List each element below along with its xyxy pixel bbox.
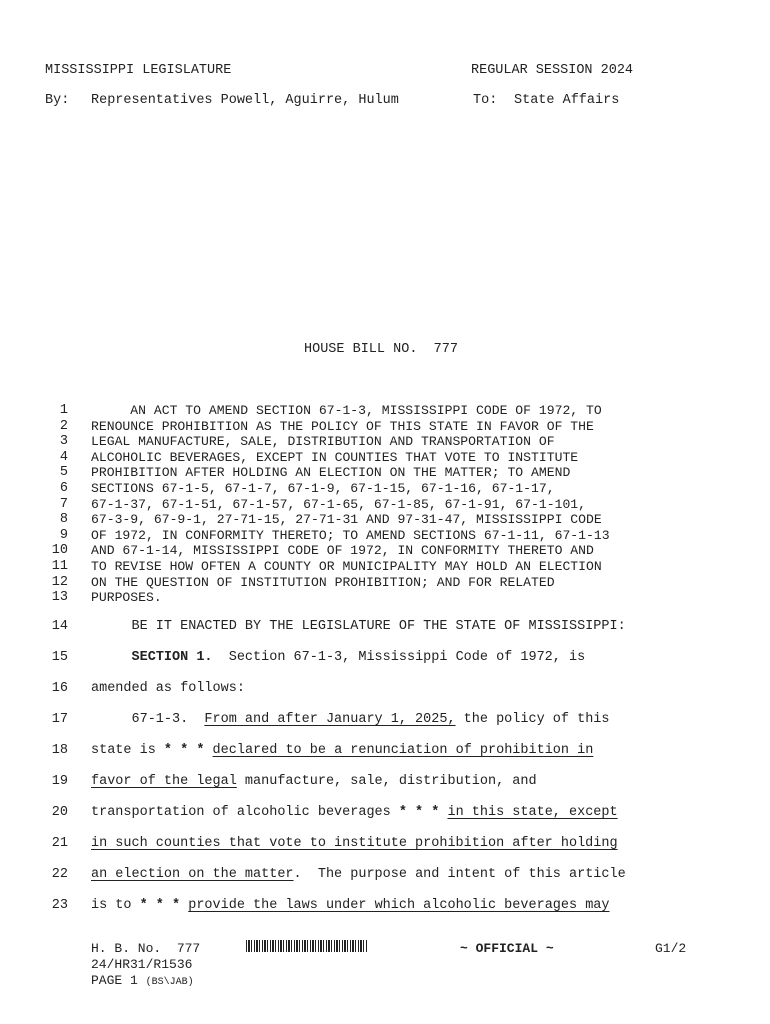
line-text: PURPOSES. (91, 590, 162, 606)
line-text (91, 805, 618, 820)
text: state is (91, 743, 164, 758)
line-text: ALCOHOLIC BEVERAGES, EXCEPT IN COUNTIES THAT VOTE TO INSTITUTE (91, 449, 579, 465)
line-text: amended as follows: (91, 681, 245, 696)
title-line (0, 543, 770, 559)
line-number: 13 (51, 590, 68, 606)
title-line (0, 434, 770, 450)
line-text (91, 898, 610, 913)
bill-title: HOUSE BILL NO. 777 (304, 342, 458, 357)
line-number: 12 (51, 574, 68, 590)
line-text-rest: Section 67-1-3, Mississippi Code of 1972, is (212, 650, 586, 665)
line-number: 9 (59, 527, 68, 543)
deletion-marker: * * * (139, 898, 181, 913)
body-line-17 (0, 712, 770, 730)
page-number (91, 973, 194, 988)
legislature-name: MISSISSIPPI LEGISLATURE (45, 63, 232, 78)
inserted-text: in such counties that vote to institute prohibition after holding (91, 836, 618, 851)
line-text: PROHIBITION AFTER HOLDING AN ELECTION ON THE MATTER; TO AMEND (91, 465, 571, 481)
title-line (0, 497, 770, 513)
title-line (0, 559, 770, 575)
enacting-clause (0, 619, 770, 637)
barcode-icon (246, 940, 368, 952)
line-text: SECTIONS 67-1-5, 67-1-7, 67-1-9, 67-1-15, 67-1-16, 67-1-17, (91, 481, 555, 496)
body-line-19 (0, 774, 770, 792)
line-number: 15 (51, 650, 68, 665)
line-number: 1 (59, 403, 68, 418)
line-number: 3 (59, 434, 68, 450)
deletion-marker: * * * (163, 743, 205, 758)
title-line (0, 419, 770, 435)
line-text (91, 743, 593, 758)
line-text: LEGAL MANUFACTURE, SALE, DISTRIBUTION AND TRANSPORTATION OF (91, 434, 555, 450)
session-label: REGULAR SESSION 2024 (471, 63, 634, 78)
line-number: 16 (51, 681, 68, 696)
line-text (91, 650, 585, 665)
line-text: RENOUNCE PROHIBITION AS THE POLICY OF THIS STATE IN FAVOR OF THE (91, 418, 594, 434)
line-text: ON THE QUESTION OF INSTITUTION PROHIBITION; AND FOR RELATED (91, 574, 555, 590)
body-line-15 (0, 650, 770, 668)
document-id: 24/HR31/R1536 (91, 957, 193, 972)
line-text: BE IT ENACTED BY THE LEGISLATURE OF THE STATE OF MISSISSIPPI: (91, 619, 626, 634)
body-line-21 (0, 836, 770, 854)
line-number: 19 (51, 774, 68, 789)
line-number: 20 (51, 805, 68, 820)
official-mark: ~ OFFICIAL ~ (460, 941, 554, 956)
line-text: AN ACT TO AMEND SECTION 67-1-3, MISSISSIPPI CODE OF 1972, TO (91, 403, 602, 418)
page-code: G1/2 (655, 941, 687, 956)
space (204, 743, 212, 758)
text: the policy of this (455, 712, 610, 727)
title-line (0, 528, 770, 544)
footer-bill-ref: H. B. No. 777 (91, 941, 201, 956)
section-heading: SECTION 1. (131, 650, 213, 665)
line-text: AND 67-1-14, MISSISSIPPI CODE OF 1972, IN CONFORMITY THERETO AND (91, 543, 594, 559)
line-number: 14 (51, 619, 68, 634)
line-text: 67-3-9, 67-9-1, 27-71-15, 27-71-31 AND 97-31-47, MISSISSIPPI CODE (91, 512, 602, 528)
line-number: 18 (51, 743, 68, 758)
line-text (91, 836, 618, 851)
title-line (0, 481, 770, 497)
text: manufacture, sale, distribution, and (236, 774, 537, 789)
line-text: TO REVISE HOW OFTEN A COUNTY OR MUNICIPALITY MAY HOLD AN ELECTION (91, 559, 602, 574)
committee: State Affairs (514, 93, 620, 108)
line-number: 22 (51, 867, 68, 882)
body-line-20 (0, 805, 770, 823)
drafter-initials: (BS\JAB) (145, 977, 194, 988)
inserted-text: provide the laws under which alcoholic beverages may (188, 898, 610, 913)
by-label: By: (45, 93, 70, 108)
title-line (0, 403, 770, 419)
text: . The purpose and intent of this article (293, 867, 626, 882)
line-text: OF 1972, IN CONFORMITY THERETO; TO AMEND SECTIONS 67-1-11, 67-1-13 (91, 527, 610, 543)
title-line (0, 465, 770, 481)
text: transportation of alcoholic beverages (91, 805, 399, 820)
line-number: 21 (51, 836, 68, 851)
line-text (91, 867, 626, 882)
line-number: 7 (59, 496, 68, 512)
inserted-text: in this state, except (447, 805, 618, 820)
inserted-text: declared to be a renunciation of prohibition in (212, 743, 594, 758)
inserted-text: favor of the legal (91, 774, 237, 789)
indent (91, 650, 132, 665)
line-text (91, 774, 537, 789)
title-line (0, 575, 770, 591)
body-line-22 (0, 867, 770, 885)
body-line-16 (0, 681, 770, 699)
line-number: 2 (59, 418, 68, 434)
title-line (0, 512, 770, 528)
title-line (0, 450, 770, 466)
line-number: 8 (59, 512, 68, 528)
line-number: 17 (51, 712, 68, 727)
body-line-18 (0, 743, 770, 761)
inserted-text: an election on the matter (91, 867, 294, 882)
line-text: 67-1-37, 67-1-51, 67-1-57, 67-1-65, 67-1-85, 67-1-91, 67-1-101, (91, 496, 587, 512)
line-number: 11 (51, 559, 68, 574)
to-label: To: (473, 93, 498, 108)
line-number: 23 (51, 898, 68, 913)
text: is to (91, 898, 140, 913)
line-number: 6 (59, 481, 68, 496)
line-number: 5 (59, 465, 68, 481)
page-label: PAGE 1 (91, 973, 138, 988)
body-line-23 (0, 898, 770, 916)
line-number: 10 (51, 543, 68, 559)
sponsors: Representatives Powell, Aguirre, Hulum (91, 93, 399, 108)
deletion-marker: * * * (398, 805, 440, 820)
title-line (0, 590, 770, 606)
line-text (91, 712, 610, 727)
text: 67-1-3. (91, 712, 205, 727)
line-number: 4 (59, 449, 68, 465)
inserted-text: From and after January 1, 2025, (204, 712, 456, 727)
